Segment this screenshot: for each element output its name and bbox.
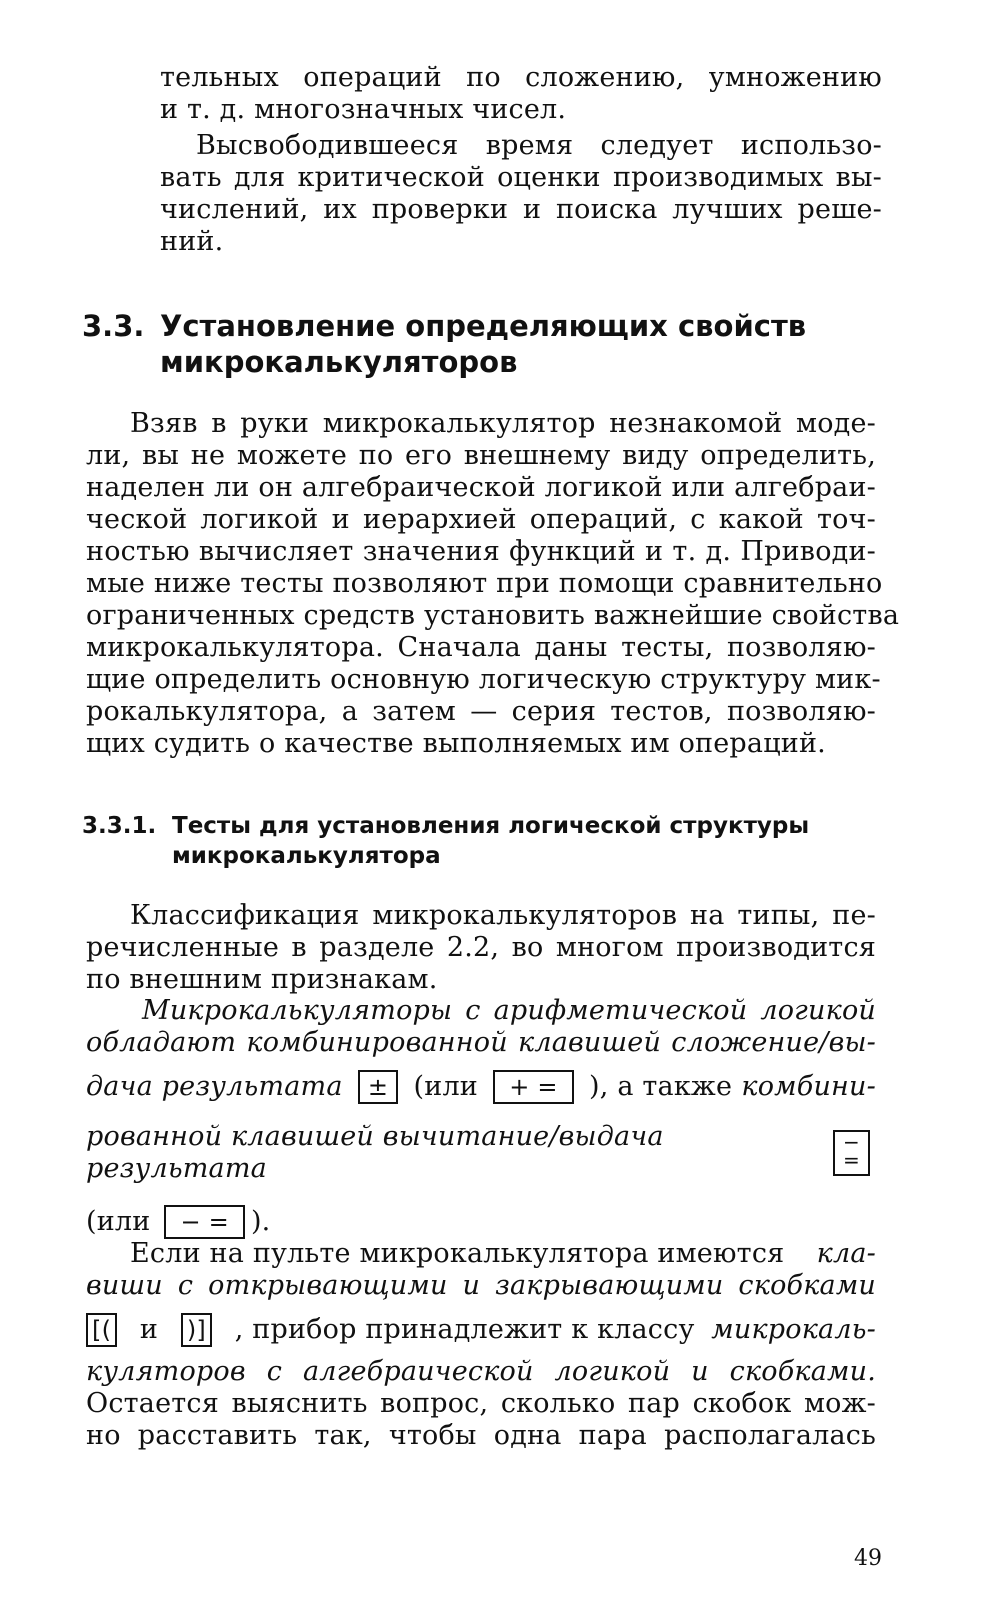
plus-equals-key-icon: + = (493, 1070, 573, 1104)
text-line: Классификация микрокалькуляторов на типы, пе- (130, 900, 876, 931)
text-line: ностью вычисляет значения функций и т. д. Приводи- (86, 536, 876, 567)
minus-equals-combined-key-icon: − = (833, 1130, 870, 1176)
plus-minus-key-icon: ± (358, 1070, 398, 1104)
section-title-line: Установление определяющих свойств (160, 309, 807, 343)
text-line: вать для критической оценки производимых вы- (160, 162, 882, 193)
text-line: но расставить так, чтобы одна пара располагалась (86, 1420, 876, 1451)
text-fragment: Если на пульте микрокалькулятора имеются (130, 1238, 785, 1269)
text-line: числений, их проверки и поиска лучших реше- (160, 194, 882, 225)
text-fragment: ). (250, 1206, 271, 1237)
text-fragment: кла- (816, 1238, 876, 1269)
section-heading-3-3-1 (82, 812, 882, 872)
text-line: ограниченных средств установить важнейшие свойства (86, 600, 900, 631)
text-fragment: , прибор принадлежит к классу (234, 1314, 695, 1345)
text-line: речисленные в разделе 2.2, во многом производится (86, 932, 876, 963)
text-line: микрокалькулятора. Сначала даны тесты, позволяю- (86, 632, 876, 663)
page-number: 49 (854, 1546, 882, 1571)
paragraph-free-time (160, 130, 882, 258)
text-fragment: микрокаль- (711, 1314, 876, 1345)
text-line: ний. (160, 226, 224, 257)
paragraph-continuation (160, 62, 882, 126)
text-line: ческой логикой и иерархией операций, с какой точ- (86, 504, 876, 535)
section-title-line: Тесты для установления логической структуры (172, 813, 810, 839)
section-number: 3.3. (82, 309, 145, 343)
text-line: мые ниже тесты позволяют при помощи сравнительно (86, 568, 883, 599)
text-line: Взяв в руки микрокалькулятор незнакомой моде- (130, 408, 876, 439)
text-line: рокалькулятора, а затем — серия тестов, позволяю- (86, 696, 876, 727)
text-line: куляторов с алгебраической логикой и скобками. (86, 1356, 876, 1387)
text-line: и т. д. многозначных чисел. (160, 94, 567, 125)
text-fragment: (или (86, 1206, 151, 1237)
text-line: Остается выяснить вопрос, сколько пар скобок мож- (86, 1388, 876, 1419)
text-line: по внешним признакам. (86, 964, 438, 995)
section-heading-3-3 (82, 308, 882, 380)
text-line: щих судить о качестве выполняемых им операций. (86, 728, 826, 759)
text-fragment: рованной клавишей вычитание/выдача результата (86, 1121, 664, 1184)
section-number: 3.3.1. (82, 813, 157, 839)
paragraph-arithmetic-logic (86, 995, 876, 1247)
paragraph-classification (86, 900, 876, 996)
text-fragment: (или (413, 1071, 478, 1102)
text-line: виши с открывающими и закрывающими скобками (86, 1270, 876, 1301)
text-line: тельных операций по сложению, умножению (160, 62, 882, 93)
text-fragment: дача результата (86, 1071, 343, 1102)
text-line (86, 1238, 876, 1270)
paragraph-intro (86, 408, 900, 760)
close-bracket-key-icon: )] (181, 1313, 212, 1347)
text-line (86, 1063, 876, 1111)
minus-equals-key-icon: − = (164, 1205, 244, 1239)
text-fragment: комбини- (741, 1071, 876, 1102)
section-title-line: микрокалькулятора (172, 843, 441, 869)
text-line (86, 1308, 876, 1352)
text-line: обладают комбинированной клавишей сложение/вы- (86, 1027, 876, 1058)
text-line: ли, вы не можете по его внешнему виду определить, (86, 440, 876, 471)
paragraph-brackets (86, 1238, 876, 1452)
open-bracket-key-icon: [( (86, 1313, 117, 1347)
text-line (86, 1121, 876, 1184)
text-fragment: и (139, 1314, 159, 1345)
text-line: Микрокалькуляторы с арифметической логикой (142, 995, 876, 1026)
text-line: щие определить основную логическую структуру мик- (86, 664, 881, 695)
section-title-line: микрокалькуляторов (160, 345, 518, 379)
text-line: наделен ли он алгебраической логикой или алгебраи- (86, 472, 876, 503)
text-line: Высвободившееся время следует использо- (196, 130, 882, 161)
text-fragment: ), а также (589, 1071, 733, 1102)
